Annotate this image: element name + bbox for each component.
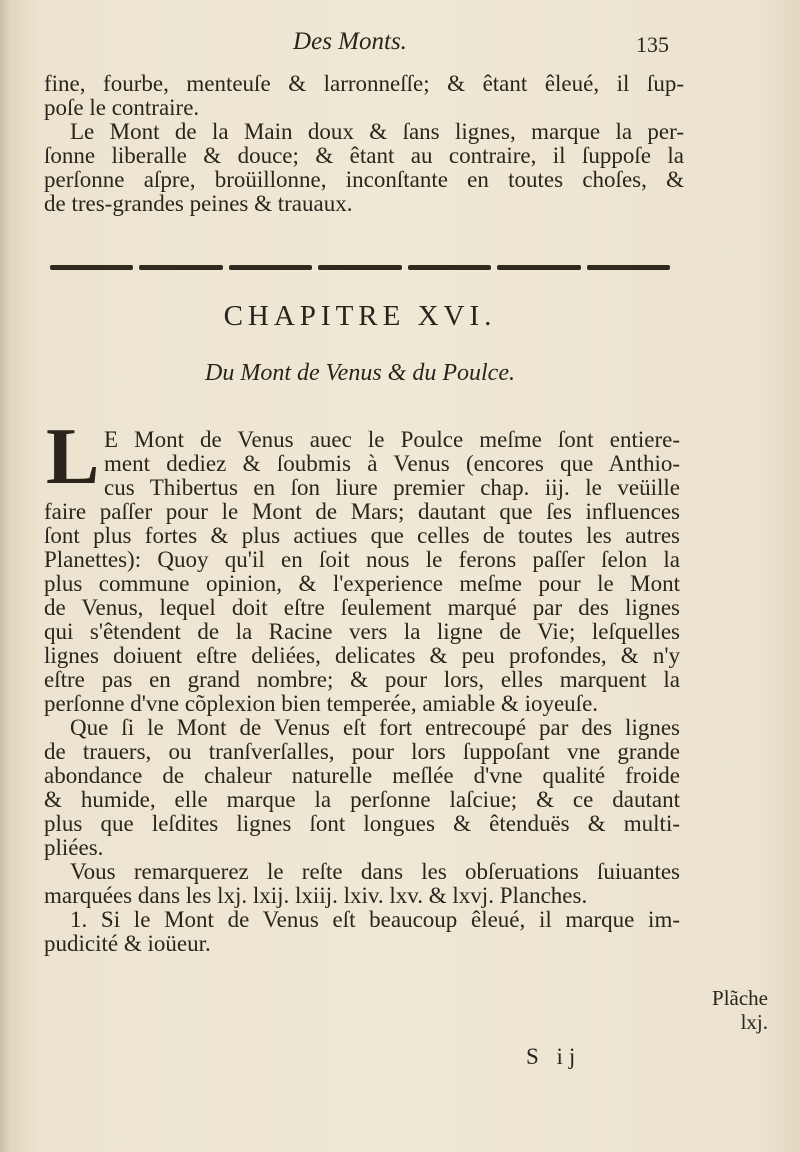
text-line: qui s'êtendent de la Racine vers la ligne de Vie; leſquelles: [44, 619, 680, 644]
text-line: 1. Si le Mont de Venus eſt beaucoup êleué, il marque im-: [70, 907, 680, 932]
text-line: & humide, elle marque la perſonne laſciue; & ce dautant: [44, 787, 680, 812]
text-line: Vous remarquerez le reſte dans les obſeruations ſuiuantes: [70, 859, 680, 884]
text-line: poſe le contraire.: [44, 95, 200, 120]
text-line: lignes doiuent eſtre deliées, delicates & peu profondes, & n'y: [44, 643, 680, 668]
drop-cap: L: [46, 413, 100, 501]
margin-note: [686, 986, 768, 1034]
text-line: abondance de chaleur naturelle meſlée d'vne qualité froide: [44, 763, 680, 788]
text-line: Planettes): Quoy qu'il en ſoit nous le ferons paſſer ſelon la: [44, 547, 680, 572]
chapter-title: CHAPITRE XVI.: [223, 300, 497, 332]
first-paragraph: [104, 428, 680, 500]
text-line: de trauers, ou tranſverſalles, pour lors ſuppoſant vne grande: [44, 739, 680, 764]
top-text-block: [44, 72, 684, 216]
text-line: Le Mont de la Main doux & ſans lignes, marque la per-: [70, 119, 684, 144]
page-gutter-shadow: [0, 0, 10, 1152]
text-line: plus commune opinion, & l'experience meſme pour le Mont: [44, 571, 680, 596]
signature-mark: S ij: [526, 1044, 582, 1069]
text-line: E Mont de Venus auec le Poulce meſme ſont entiere-: [104, 427, 680, 452]
section-divider-rule: [50, 264, 670, 270]
text-line: de tres-grandes peines & trauaux.: [44, 191, 353, 216]
text-line: pliées.: [44, 835, 104, 860]
text-line: ment dediez & ſoubmis à Venus (encores que Anthio-: [104, 451, 680, 476]
text-line: Que ſi le Mont de Venus eſt fort entrecoupé par des lignes: [70, 715, 680, 740]
text-line: eſtre pas en grand nombre; & pour lors, elles marquent la: [44, 667, 680, 692]
text-line: perſonne d'vne cõplexion bien temperée, amiable & ioyeuſe.: [44, 691, 599, 716]
margin-note-number: lxj.: [740, 1010, 768, 1034]
text-line: perſonne aſpre, broüillonne, inconſtante en toutes choſes, &: [44, 167, 684, 192]
body-text: [44, 500, 680, 956]
text-line: ſont plus fortes & plus actiues que celles de toutes les autres: [44, 523, 680, 548]
text-line: faire paſſer pour le Mont de Mars; dautant que ſes influences: [44, 499, 680, 524]
text-line: de Venus, lequel doit eſtre ſeulement marqué par des lignes: [44, 595, 680, 620]
margin-note-label: Plãche: [712, 986, 768, 1010]
running-header: Des Monts.: [293, 28, 407, 55]
text-line: pudicité & ioüeur.: [44, 931, 211, 956]
chapter-subtitle: Du Mont de Venus & du Poulce.: [205, 360, 515, 386]
text-line: fine, fourbe, menteuſe & larronneſſe; & êtant êleué, il ſup-: [44, 71, 684, 96]
text-line: plus que leſdites lignes ſont longues & êtenduës & multi-: [44, 811, 680, 836]
page-number: 135: [636, 32, 669, 57]
text-line: cus Thibertus en ſon liure premier chap. iij. le veüille: [104, 475, 680, 500]
text-line: ſonne liberalle & douce; & êtant au contraire, il ſuppoſe la: [44, 143, 684, 168]
text-line: marquées dans les lxj. lxij. lxiij. lxiv. lxv. & lxvj. Planches.: [44, 883, 588, 908]
